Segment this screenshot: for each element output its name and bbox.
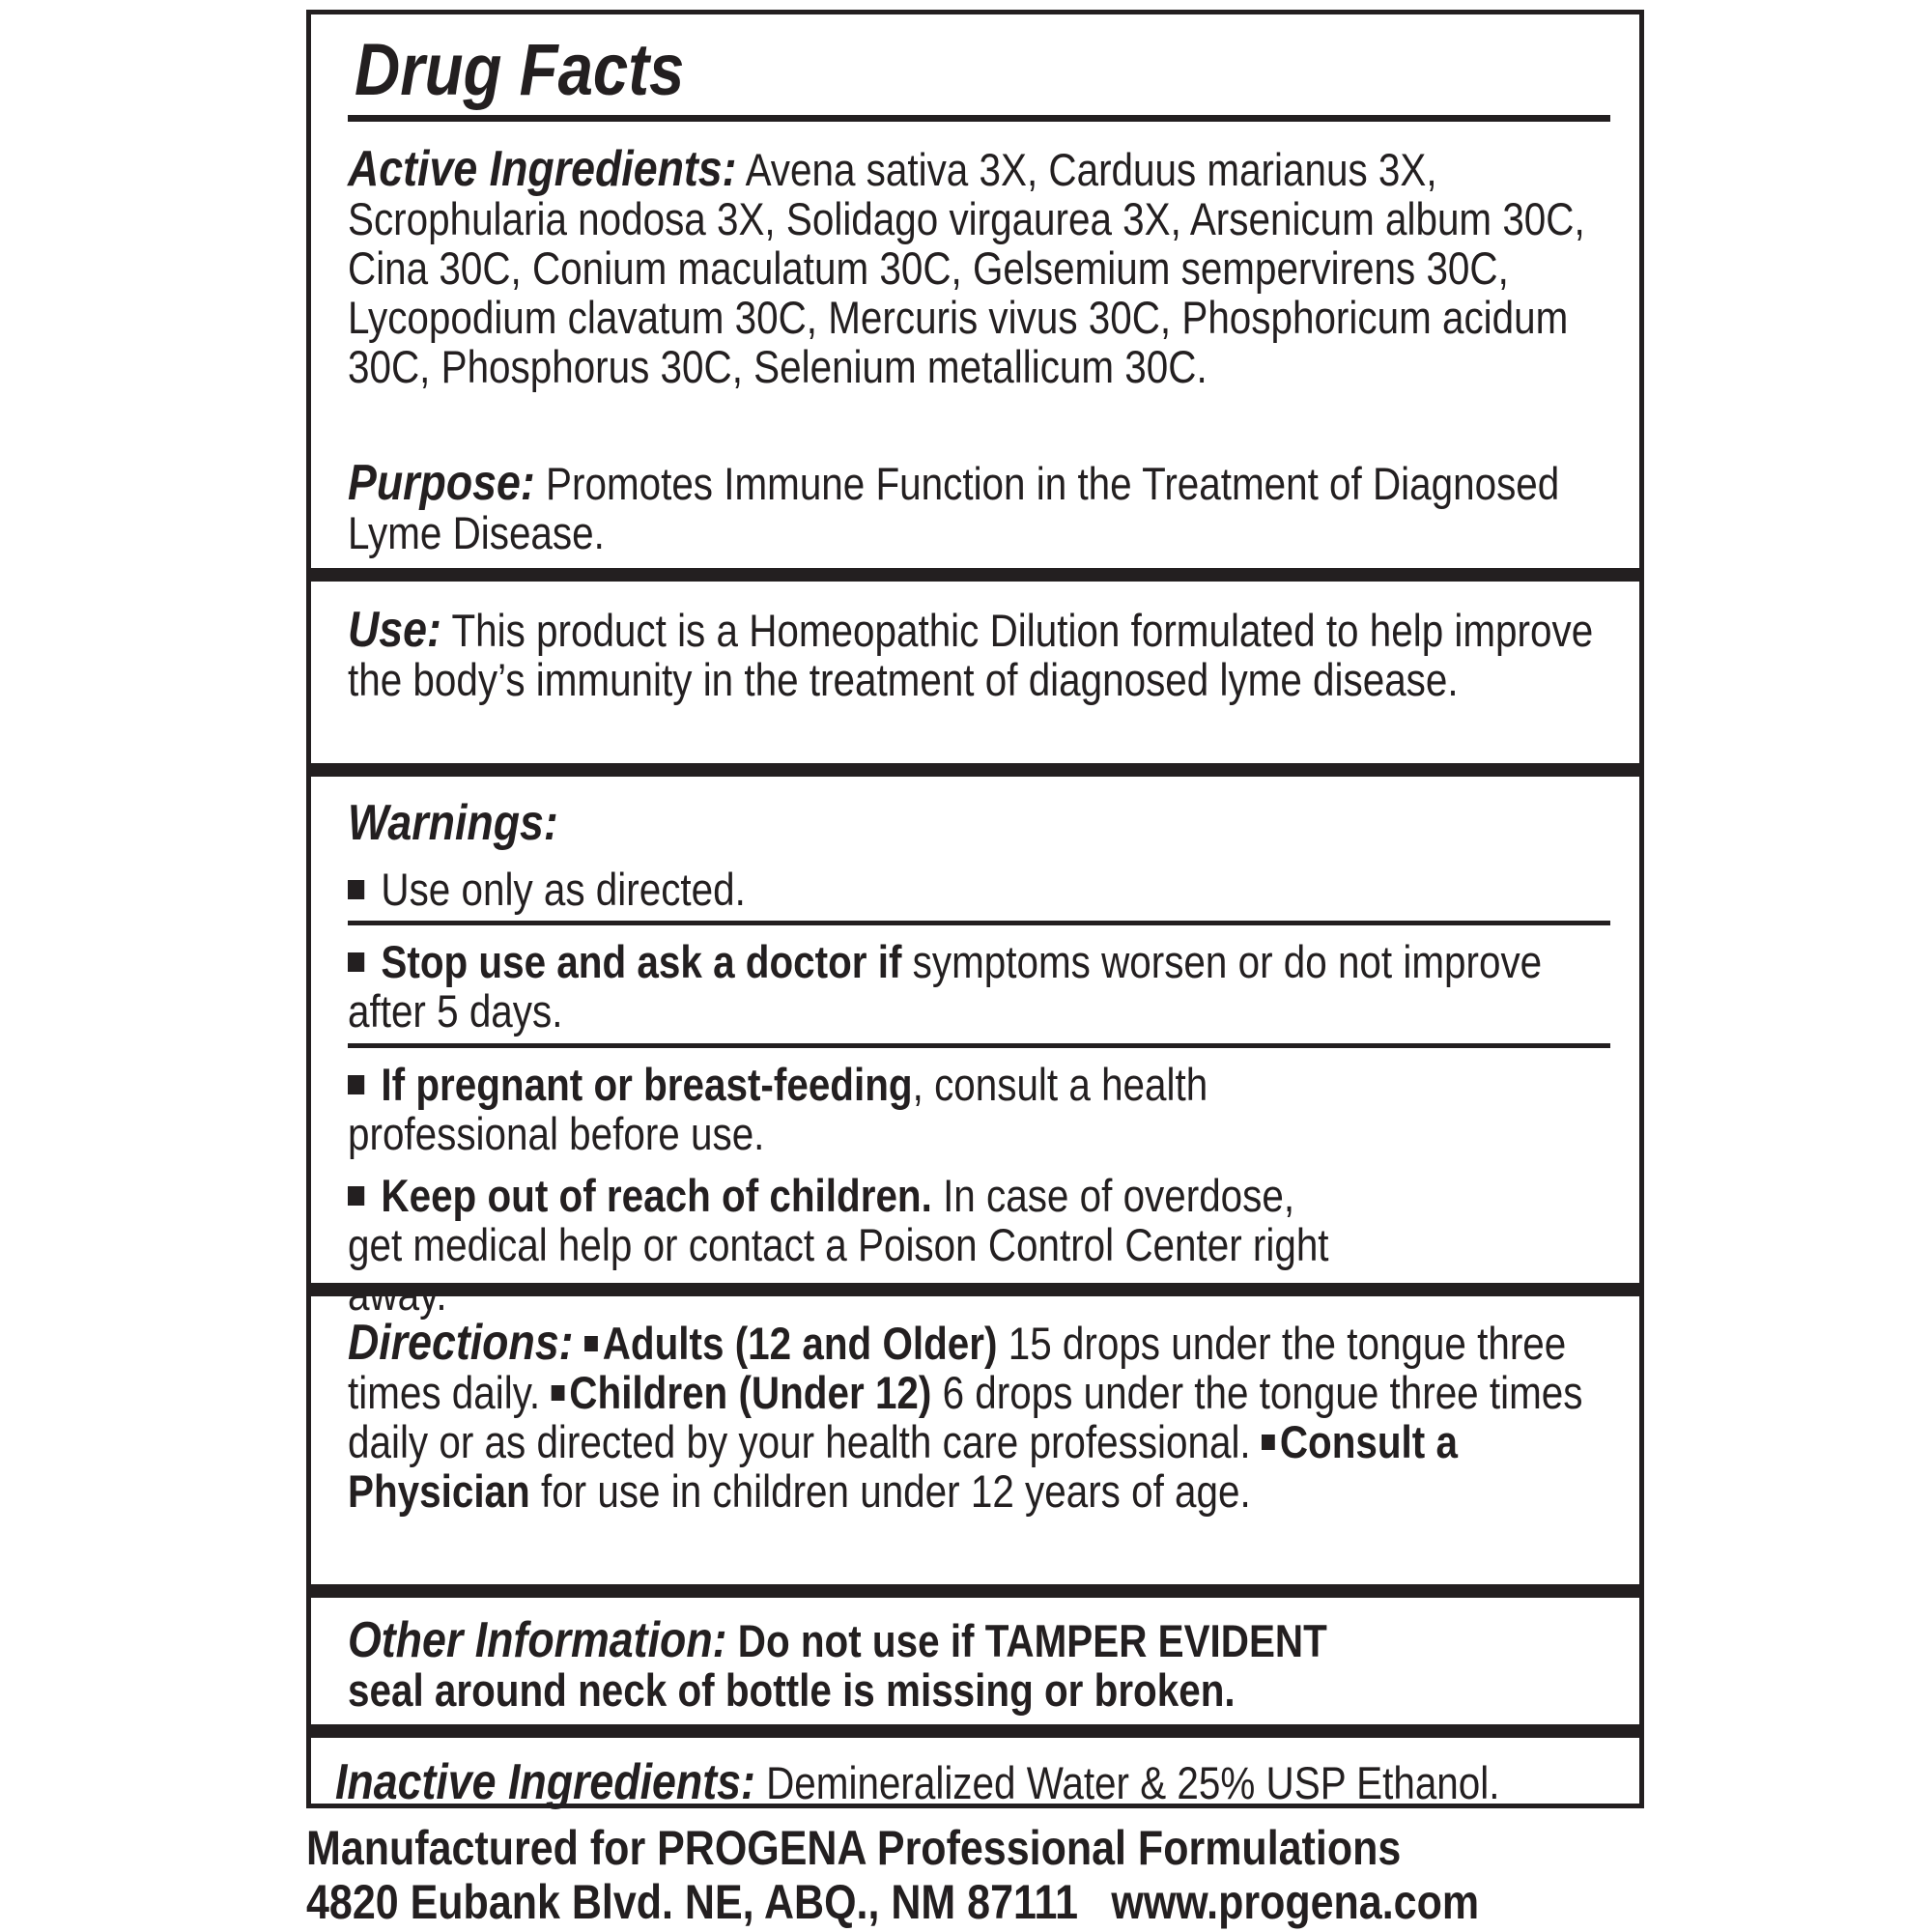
use-text: This product is a Homeopathic Dilution formulated to help improve the body’s immunity in the treatment of diagnosed lyme disease.: [348, 605, 1594, 705]
active-ingredients-paragraph: [348, 141, 1635, 392]
manufacturer-line: Manufactured for PROGENA Professional Formulations: [306, 1821, 1402, 1875]
inactive-ingredients-paragraph: [335, 1754, 1623, 1810]
use-heading: Use:: [348, 602, 441, 658]
address-row: [306, 1875, 1479, 1929]
manufacturer-website: www.progena.com: [1111, 1875, 1480, 1929]
purpose-paragraph: [348, 455, 1635, 558]
warning-use-only-text: Use only as directed.: [381, 864, 746, 915]
warnings-heading: Warnings:: [348, 795, 558, 851]
warning-item: [348, 1060, 1345, 1158]
warning-stop-use-bold: Stop use and ask a doctor if: [381, 936, 902, 987]
directions-children-bold: Children (Under 12): [569, 1367, 932, 1418]
bullet-square-icon: [348, 1186, 364, 1206]
warning-stop-use-text: symptoms worsen or do not improve after 5 days.: [348, 936, 1543, 1037]
use-paragraph: [348, 602, 1635, 705]
warning-item: [348, 865, 1635, 914]
warning-rule: [348, 1043, 1610, 1048]
drug-facts-panel: [306, 10, 1644, 1808]
directions-adults-text: 15 drops under the tongue three times daily.: [348, 1318, 1567, 1418]
bullet-square-icon: [348, 880, 364, 899]
warning-item: [348, 1171, 1345, 1319]
warning-children-text: In case of overdose, get medical help or contact a Poison Control Center right: [348, 1170, 1329, 1270]
other-information-text: Do not use if TAMPER EVIDENT seal around neck of bottle is missing or broken.: [348, 1615, 1327, 1716]
other-information-paragraph: [348, 1612, 1345, 1716]
warning-rule: [348, 921, 1610, 925]
active-ingredients-text: Avena sativa 3X, Carduus marianus 3X, Scrophularia nodosa 3X, Solidago virgaurea 3X, Arsenicum album 30C, Cina 30C, Conium maculatum 30C, Gelsemium sempervirens 30C, Lycopodium clavatum 30C, Mercuris vivus 30C, Phosphoricum acidum 30C, Phosphorus 30C, Selenium metallicum 30C.: [348, 144, 1585, 392]
manufacturer-address: 4820 Eubank Blvd. NE, ABQ., NM 87111: [306, 1875, 1079, 1929]
bullet-square-icon: [1262, 1435, 1275, 1450]
section-divider: [311, 763, 1639, 777]
title-rule: [348, 115, 1610, 122]
bullet-square-icon: [348, 1075, 364, 1094]
purpose-heading: Purpose:: [348, 455, 535, 511]
drug-facts-title: Drug Facts: [355, 29, 685, 111]
warnings-heading-row: [348, 795, 1635, 851]
bullet-square-icon: [551, 1385, 564, 1401]
other-information-heading: Other Information:: [348, 1612, 727, 1668]
directions-heading: Directions:: [348, 1315, 574, 1371]
section-divider: [311, 1584, 1639, 1598]
section-divider: [311, 1724, 1639, 1738]
inactive-ingredients-text: Demineralized Water & 25% USP Ethanol.: [754, 1757, 1500, 1808]
manufacturer-footer: [306, 1821, 1479, 1929]
directions-children-text: 6 drops under the tongue three times daily or as directed by your health care professional.: [348, 1367, 1583, 1467]
directions-paragraph: [348, 1315, 1635, 1517]
bullet-square-icon: [348, 952, 364, 972]
directions-adults-bold: Adults (12 and Older): [602, 1318, 998, 1369]
purpose-text: Promotes Immune Function in the Treatment of Diagnosed Lyme Disease.: [348, 458, 1560, 558]
section-divider: [311, 568, 1639, 582]
bullet-square-icon: [584, 1336, 598, 1351]
directions-consult-text: for use in children under 12 years of age.: [529, 1465, 1251, 1517]
warning-pregnant-bold: If pregnant or breast-feeding: [381, 1059, 913, 1110]
warning-item: [348, 937, 1627, 1036]
warning-pregnant-text: , consult a health professional before use.: [348, 1059, 1208, 1159]
active-ingredients-heading: Active Ingredients:: [348, 141, 737, 197]
warning-children-bold: Keep out of reach of children.: [381, 1170, 932, 1221]
inactive-ingredients-heading: Inactive Ingredients:: [335, 1754, 755, 1810]
section-divider: [311, 1283, 1639, 1296]
directions-consult-bold: Consult a Physician: [348, 1416, 1458, 1517]
